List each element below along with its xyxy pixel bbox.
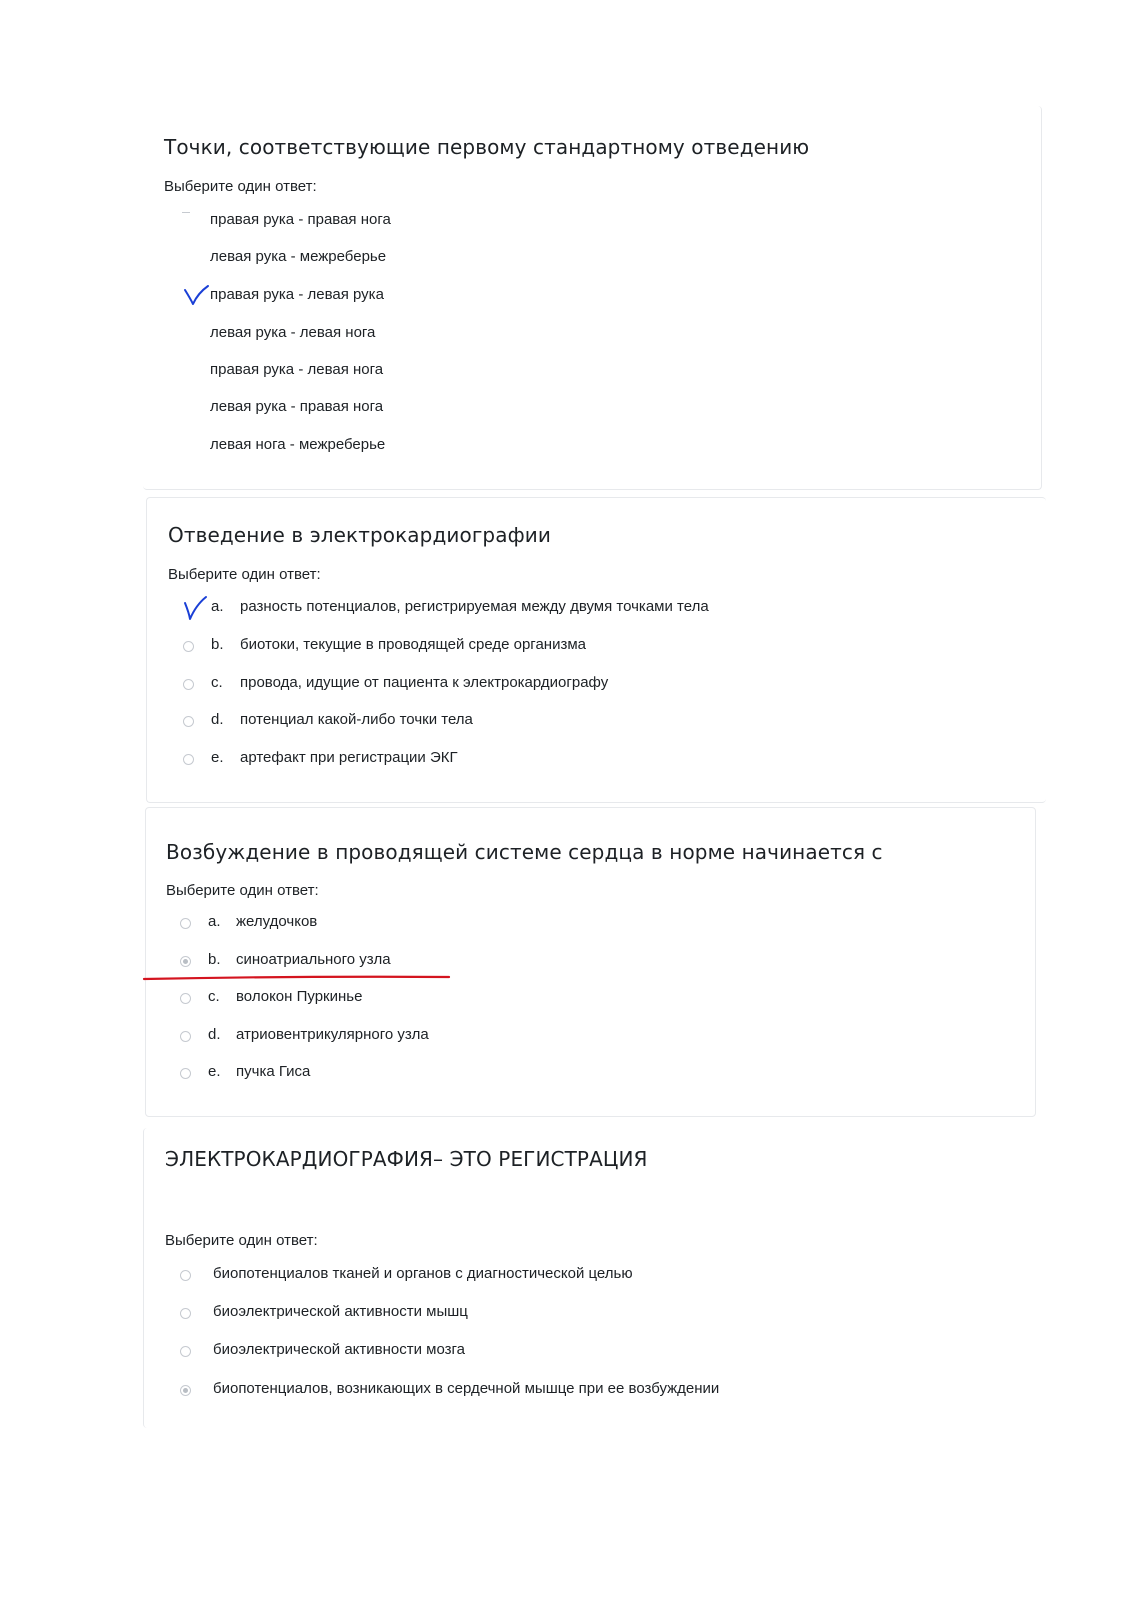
option-letter: e. [211, 749, 224, 766]
answer-prompt: Выберите один ответ: [168, 566, 321, 583]
radio-button-selected[interactable] [180, 956, 191, 967]
option-letter: b. [211, 636, 224, 653]
option-letter: c. [211, 674, 223, 691]
option-letter: d. [208, 1026, 221, 1043]
option-text: артефакт при регистрации ЭКГ [240, 749, 458, 766]
option-text: левая нога - межреберье [210, 436, 386, 453]
radio-button[interactable] [183, 641, 194, 652]
option-text: правая рука - правая нога [210, 211, 391, 228]
handwritten-check-mark-icon [182, 284, 210, 308]
option-text: биоэлектрической активности мозга [213, 1341, 466, 1358]
option-text: желудочков [236, 913, 318, 930]
option-text: левая рука - правая нога [210, 398, 384, 415]
radio-button[interactable] [180, 993, 191, 1004]
answer-prompt: Выберите один ответ: [164, 178, 317, 195]
radio-button[interactable] [180, 1346, 191, 1357]
option-text: волокон Пуркинье [236, 988, 363, 1005]
option-text: провода, идущие от пациента к электрокардиографу [240, 674, 609, 691]
radio-button[interactable] [180, 1308, 191, 1319]
option-text: биотоки, текущие в проводящей среде организма [240, 636, 586, 653]
question-text: Точки, соответствующие первому стандартному отведению [164, 135, 810, 159]
option-letter: e. [208, 1063, 221, 1080]
radio-button[interactable] [183, 716, 194, 727]
radio-button[interactable] [180, 1068, 191, 1079]
option-text: синоатриального узла [236, 951, 391, 968]
answer-prompt: Выберите один ответ: [165, 1232, 318, 1249]
radio-button-selected[interactable] [180, 1385, 191, 1396]
option-text: потенциал какой-либо точки тела [240, 711, 473, 728]
radio-button[interactable] [180, 918, 191, 929]
radio-button[interactable] [183, 679, 194, 690]
handwritten-check-mark-icon [182, 593, 210, 623]
option-letter: b. [208, 951, 221, 968]
option-letter: d. [211, 711, 224, 728]
radio-fragment [182, 212, 190, 213]
option-text: разность потенциалов, регистрируемая между двумя точками тела [240, 598, 709, 615]
option-text: биоэлектрической активности мышц [213, 1303, 468, 1320]
option-letter: c. [208, 988, 220, 1005]
option-text: левая рука - левая нога [210, 324, 376, 341]
option-letter: a. [208, 913, 221, 930]
question-text: Возбуждение в проводящей системе сердца в норме начинается с [166, 840, 883, 864]
option-text: правая рука - левая рука [210, 286, 384, 303]
option-text: левая рука - межреберье [210, 248, 387, 265]
red-underline-annotation [143, 974, 451, 982]
option-text: биопотенциалов тканей и органов с диагностической целью [213, 1265, 633, 1282]
radio-button[interactable] [180, 1031, 191, 1042]
question-text: Отведение в электрокардиографии [168, 523, 551, 547]
radio-button[interactable] [180, 1270, 191, 1281]
answer-prompt: Выберите один ответ: [166, 882, 319, 899]
option-text: биопотенциалов, возникающих в сердечной мышце при ее возбуждении [213, 1380, 720, 1397]
option-text: атриовентрикулярного узла [236, 1026, 429, 1043]
option-text: правая рука - левая нога [210, 361, 384, 378]
option-letter: a. [211, 598, 224, 615]
option-text: пучка Гиса [236, 1063, 311, 1080]
radio-button[interactable] [183, 754, 194, 765]
question-text: ЭЛЕКТРОКАРДИОГРАФИЯ– ЭТО РЕГИСТРАЦИЯ [165, 1147, 648, 1171]
